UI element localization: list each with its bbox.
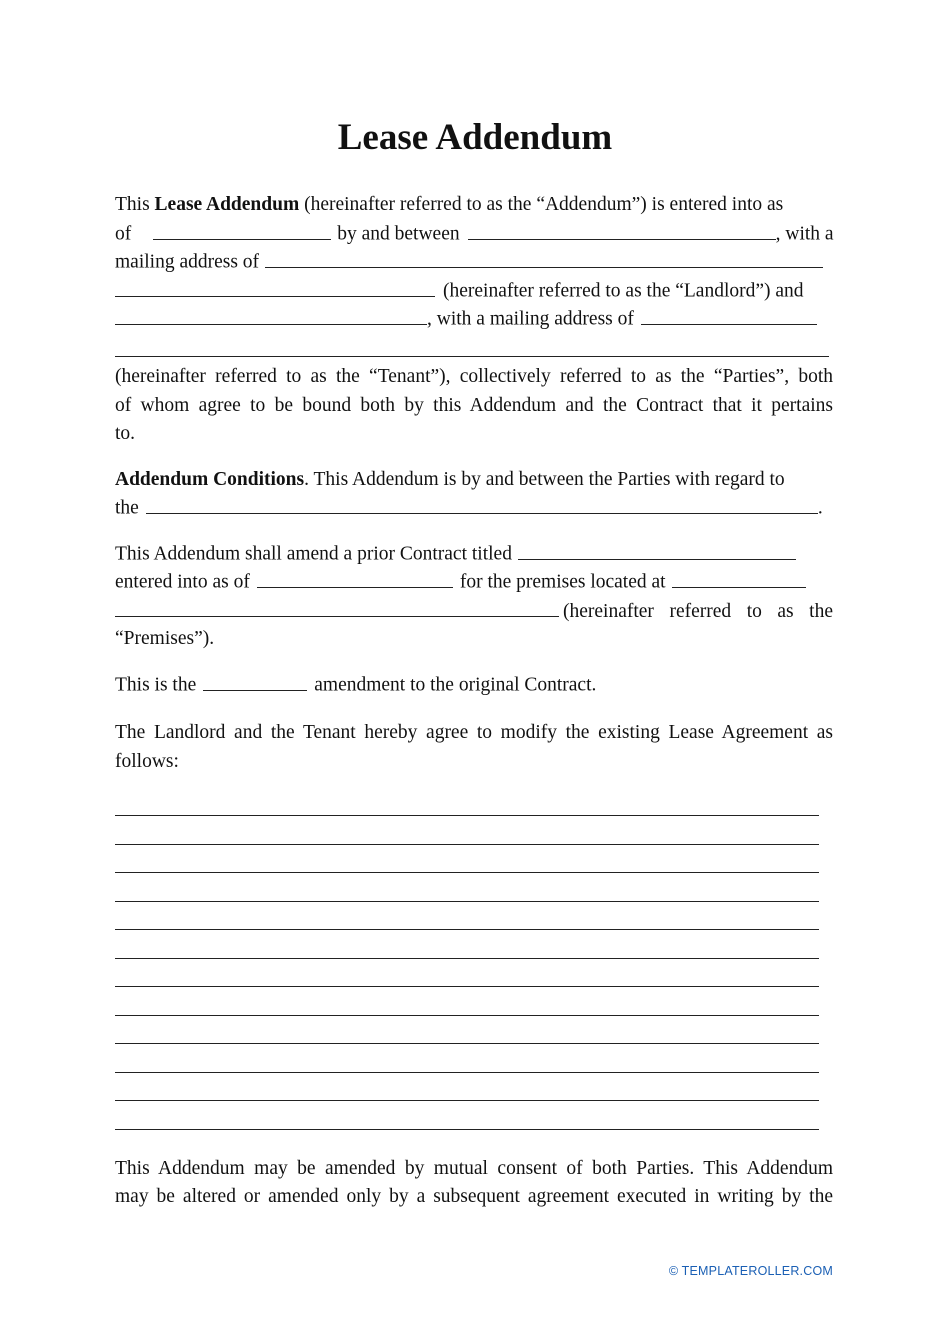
modify-line-1: The Landlord and the Tenant hereby agree to modify the existing Lease Agreement as [115, 722, 833, 743]
subject-blank[interactable] [146, 493, 818, 514]
modification-line[interactable] [115, 958, 819, 959]
modification-line[interactable] [115, 901, 819, 902]
amend-line-2: entered into as of for the premises located at [115, 567, 833, 597]
premises-address-blank[interactable] [672, 567, 806, 588]
contract-title-blank[interactable] [518, 539, 796, 560]
intro-line-7: (hereinafter referred to as the “Tenant”), collectively referred to as the “Parties”, both [115, 366, 833, 387]
modification-line[interactable] [115, 1015, 819, 1016]
intro-line-1: This Lease Addendum (hereinafter referred to as the “Addendum”) is entered into as [115, 194, 784, 215]
premises-address-blank-2[interactable] [115, 596, 559, 617]
conditions-line-1: Addendum Conditions. This Addendum is by and between the Parties with regard to [115, 469, 785, 490]
modification-line[interactable] [115, 872, 819, 873]
modify-line-2: follows: [115, 751, 179, 772]
intro-line-3: mailing address of [115, 247, 833, 277]
amend-line-1: This Addendum shall amend a prior Contract titled [115, 539, 833, 569]
tenant-address-blank-2[interactable] [115, 356, 829, 357]
amendment-number-blank[interactable] [203, 670, 307, 691]
modification-line[interactable] [115, 815, 819, 816]
document-title: Lease Addendum [337, 117, 613, 158]
modification-line[interactable] [115, 1100, 819, 1101]
amend-line-4: “Premises”). [115, 628, 215, 649]
lease-addendum-term: Lease Addendum [154, 194, 300, 215]
intro-line-8: of whom agree to be bound both by this Addendum and the Contract that it pertains [115, 395, 833, 416]
modification-line[interactable] [115, 1043, 819, 1044]
amend-line-3: (hereinafter referred to as the [115, 596, 833, 626]
date-blank[interactable] [153, 219, 331, 240]
tenant-address-blank[interactable] [641, 304, 817, 325]
modification-line[interactable] [115, 844, 819, 845]
landlord-name-blank[interactable] [468, 219, 776, 240]
modification-line[interactable] [115, 1129, 819, 1130]
landlord-address-blank-2[interactable] [115, 276, 435, 297]
closing-line-2: may be altered or amended only by a subsequent agreement executed in writing by the [115, 1186, 833, 1207]
tenant-name-blank[interactable] [115, 304, 427, 325]
modification-line[interactable] [115, 986, 819, 987]
intro-line-9: to. [115, 423, 136, 444]
modification-line[interactable] [115, 929, 819, 930]
conditions-heading: Addendum Conditions [115, 469, 305, 490]
contract-date-blank[interactable] [257, 567, 453, 588]
footer-copyright[interactable]: © TEMPLATEROLLER.COM [668, 1264, 833, 1278]
landlord-address-blank[interactable] [265, 247, 823, 268]
amendment-number-line: This is the amendment to the original Contract. [115, 670, 833, 700]
conditions-line-2: the . [115, 493, 833, 523]
intro-line-2: of by and between , with a [115, 219, 833, 249]
modification-line[interactable] [115, 1072, 819, 1073]
intro-line-4: (hereinafter referred to as the “Landlord”) and [115, 276, 833, 306]
intro-line-5: , with a mailing address of [115, 304, 833, 334]
closing-line-1: This Addendum may be amended by mutual consent of both Parties. This Addendum [115, 1158, 833, 1179]
